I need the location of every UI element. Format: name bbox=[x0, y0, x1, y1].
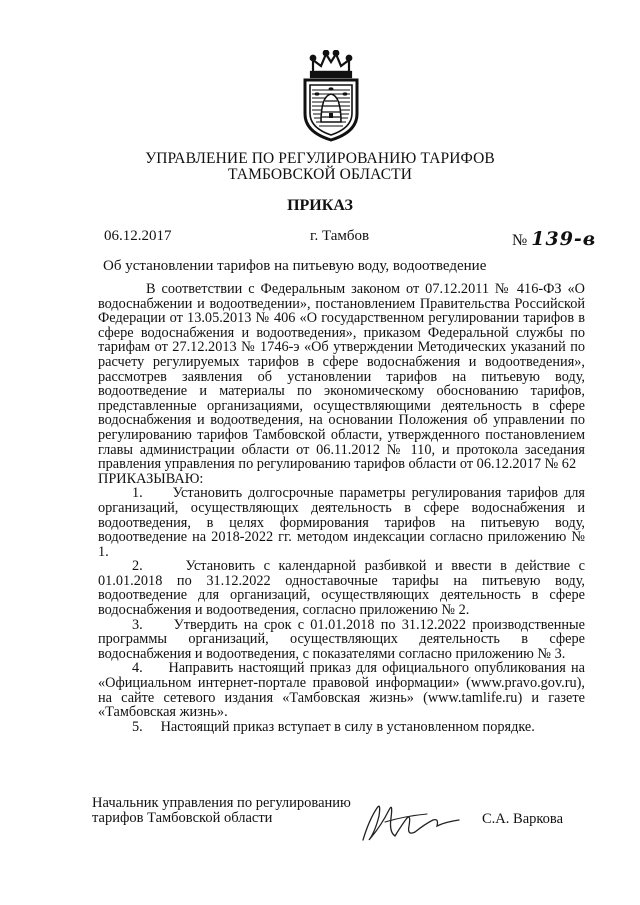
document-subject: Об установлении тарифов на питьевую воду, водоотведение bbox=[103, 258, 487, 274]
handwritten-signature bbox=[355, 796, 465, 846]
coat-of-arms-emblem bbox=[299, 50, 363, 142]
document-city: г. Тамбов bbox=[310, 228, 370, 244]
order-item-5: 5. Настоящий приказ вступает в силу в установленном порядке. bbox=[132, 718, 535, 735]
signatory-position bbox=[92, 796, 351, 825]
preamble-paragraph: В соответствии с Федеральным законом от 07.12.2011 № 416-ФЗ «О водоснабжении и водоотведении», постановлением Правительства Российской Федерации от 13.05.2013 № 406 «О государственном регулировании тарифов в сфере водоснабжения и водоотведения», приказом Федеральной службы по тарифам от 27.12.2013 № 1746-э «Об утверждении Методических указаний по расчету регулируемых тарифов в сфере водоснабжения и водоотведения», рассмотрев заявления об установлении тарифов на питьевую воду, водоотведение и материалы по экономическому обоснованию тарифов, представленные организациями, осуществляющими деятельность в сфере водоснабжения и водоотведения, на основании Положения об управлении по регулированию тарифов Тамбовской области, утвержденного постановлением главы администрации области от 06.11.2012 № 110, и протокола заседания правления управления по регулированию тарифов области от 06.12.2017 № 62 bbox=[98, 281, 585, 473]
number-prefix: № bbox=[512, 232, 528, 249]
document-body bbox=[98, 282, 585, 734]
document-type-title: ПРИКАЗ bbox=[287, 197, 353, 214]
handwritten-number: 139-в bbox=[531, 228, 597, 250]
order-item-3: 3. Утвердить на срок с 01.01.2018 по 31.12.2022 производственные программы организаций, осуществляющих деятельность в сфере водоснабжения и водоотведения, с показателями согласно приложению № 3. bbox=[98, 616, 585, 662]
signatory-position-line2: тарифов Тамбовской области bbox=[92, 809, 273, 826]
order-item-2: 2. Установить с календарной разбивкой и ввести в действие с 01.01.2018 по 31.12.2022 одноставочные тарифы на питьевую воду, водоотведение для организаций, осуществляющих деятельность в сфере водоснабжения и водоотведения, согласно приложению № 2. bbox=[98, 558, 585, 619]
agency-title-line1: УПРАВЛЕНИЕ ПО РЕГУЛИРОВАНИЮ ТАРИФОВ bbox=[145, 150, 495, 167]
order-item-4: 4. Направить настоящий приказ для официального опубликования на «Официальном интернет-портале правовой информации» (www.pravo.gov.ru), на сайте сетевого издания «Тамбовская жизнь» (www.tamlife.ru) и газете «Тамбовская жизнь». bbox=[98, 660, 585, 721]
order-keyword: ПРИКАЗЫВАЮ: bbox=[98, 470, 204, 487]
signatory-name: С.А. Варкова bbox=[482, 811, 564, 827]
signatory-position-line1: Начальник управления по регулированию bbox=[92, 795, 351, 811]
document-number bbox=[512, 228, 596, 250]
order-item-1: 1. Установить долгосрочные параметры регулирования тарифов для организаций, осуществляющих деятельность в сфере водоснабжения и водоотведения, в целях формирования тарифов на питьевую воду, водоотведение на 2018-2022 гг. методом индексации согласно приложению № 1. bbox=[98, 485, 585, 560]
document-date: 06.12.2017 bbox=[104, 228, 172, 244]
agency-title-line2: ТАМБОВСКОЙ ОБЛАСТИ bbox=[228, 166, 412, 183]
